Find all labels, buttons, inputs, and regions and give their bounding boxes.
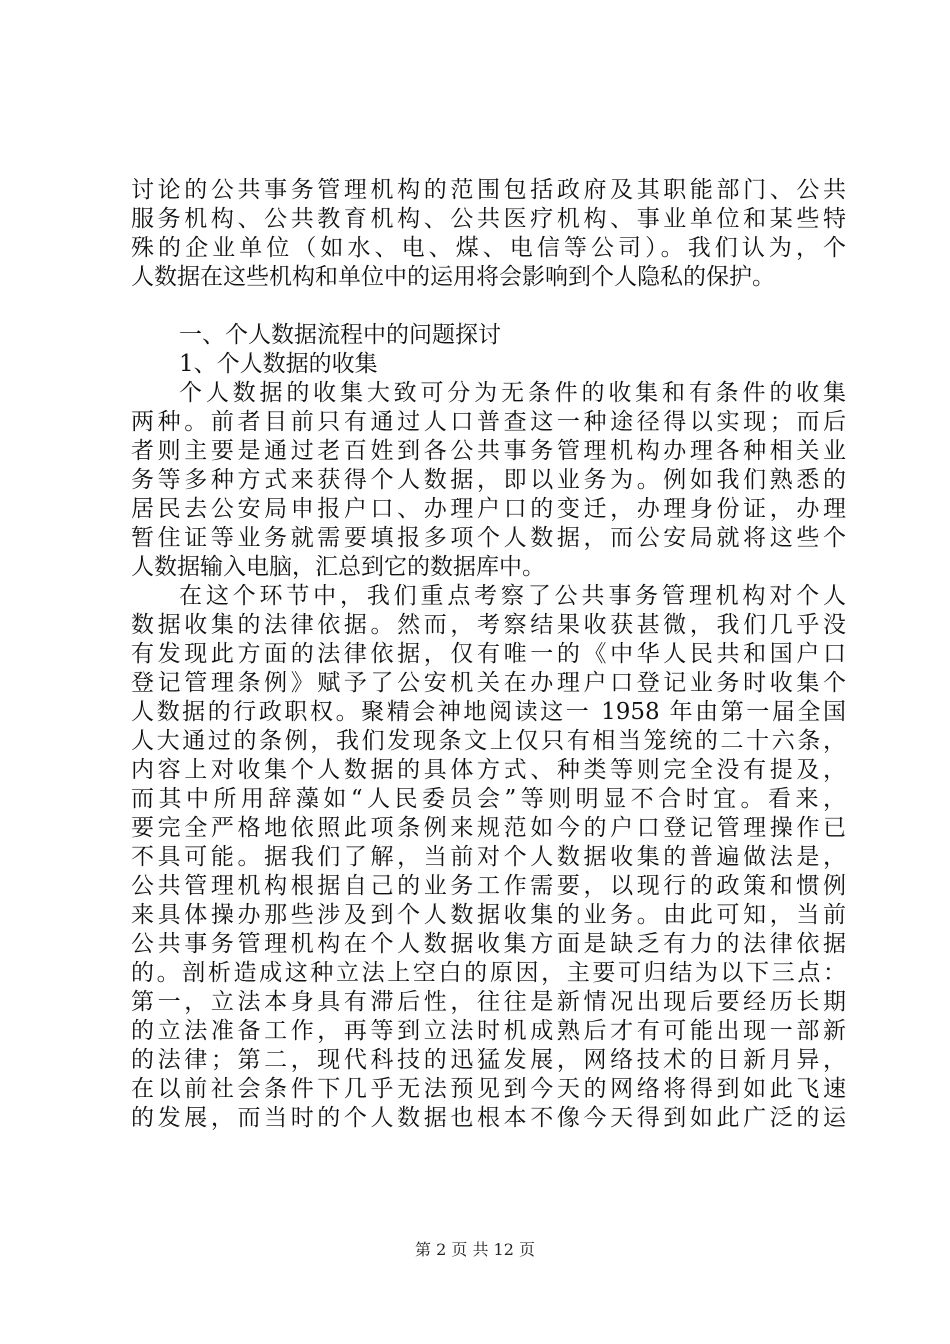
- text-line: 公共事务管理机构在个人数据收集方面是缺乏有力的法律依据: [131, 931, 846, 957]
- text-line: 的。剖析造成这种立法上空白的原因，主要可归结为以下三点：: [131, 960, 846, 986]
- subsection-heading: 1、个人数据的收集: [179, 351, 378, 377]
- text-line: 人数据输入电脑，汇总到它的数据库中。: [131, 554, 545, 580]
- text-line: 的法律；第二，现代科技的迅猛发展，网络技术的日新月异，: [131, 1047, 846, 1073]
- text-line: 人数据的行政职权。聚精会神地阅读这一 1958 年由第一届全国: [131, 699, 846, 725]
- text-line: 务等多种方式来获得个人数据，即以业务为。例如我们熟悉的: [131, 467, 846, 493]
- intro-paragraph: [131, 176, 846, 292]
- section-heading: 一、个人数据流程中的问题探讨: [179, 322, 501, 348]
- text-line: 公共管理机构根据自己的业务工作需要，以现行的政策和惯例: [131, 873, 846, 899]
- text-line: 殊的企业单位（如水、电、煤、电信等公司）。我们认为，个: [131, 235, 846, 261]
- text-line: 个人数据的收集大致可分为无条件的收集和有条件的收集: [179, 380, 846, 406]
- text-line: 的发展，而当时的个人数据也根本不像今天得到如此广泛的运: [131, 1105, 846, 1131]
- paragraph-legal-basis: [131, 582, 846, 1133]
- text-line: 有发现此方面的法律依据，仅有唯一的《中华人民共和国户口: [131, 641, 846, 667]
- text-line: 暂住证等业务就需要填报多项个人数据，而公安局就将这些个: [131, 525, 846, 551]
- text-line: 服务机构、公共教育机构、公共医疗机构、事业单位和某些特: [131, 206, 846, 232]
- text-line: 人数据在这些机构和单位中的运用将会影响到个人隐私的保护。: [131, 264, 775, 290]
- text-line: 讨论的公共事务管理机构的范围包括政府及其职能部门、公共: [131, 177, 846, 203]
- text-line: 居民去公安局申报户口、办理户口的变迁，办理身份证，办理: [131, 496, 846, 522]
- text-line: 内容上对收集个人数据的具体方式、种类等则完全没有提及，: [131, 757, 846, 783]
- paragraph-gap: [131, 292, 846, 321]
- text-line: 而其中所用辞藻如“人民委员会”等则明显不合时宜。看来，: [131, 786, 846, 812]
- paragraph-collection: [131, 379, 846, 582]
- text-line: 人大通过的条例，我们发现条文上仅只有相当笼统的二十六条，: [131, 728, 846, 754]
- text-line: 在以前社会条件下几乎无法预见到今天的网络将得到如此飞速: [131, 1076, 846, 1102]
- text-line: 在这个环节中，我们重点考察了公共事务管理机构对个人: [179, 583, 846, 609]
- text-line: 来具体操办那些涉及到个人数据收集的业务。由此可知，当前: [131, 902, 846, 928]
- text-line: 要完全严格地依照此项条例来规范如今的户口登记管理操作已: [131, 815, 846, 841]
- text-line: 第一，立法本身具有滞后性，往往是新情况出现后要经历长期: [131, 989, 846, 1015]
- text-line: 登记管理条例》赋予了公安机关在办理户口登记业务时收集个: [131, 670, 846, 696]
- text-line: 数据收集的法律依据。然而，考察结果收获甚微，我们几乎没: [131, 612, 846, 638]
- text-line: 不具可能。据我们了解，当前对个人数据收集的普遍做法是，: [131, 844, 846, 870]
- document-body: [131, 176, 846, 1133]
- page-number-footer: 第 2 页 共 12 页: [415, 1240, 535, 1259]
- text-line: 者则主要是通过老百姓到各公共事务管理机构办理各种相关业: [131, 438, 846, 464]
- text-line: 的立法准备工作，再等到立法时机成熟后才有可能出现一部新: [131, 1018, 846, 1044]
- text-line: 两种。前者目前只有通过人口普查这一种途径得以实现；而后: [131, 409, 846, 435]
